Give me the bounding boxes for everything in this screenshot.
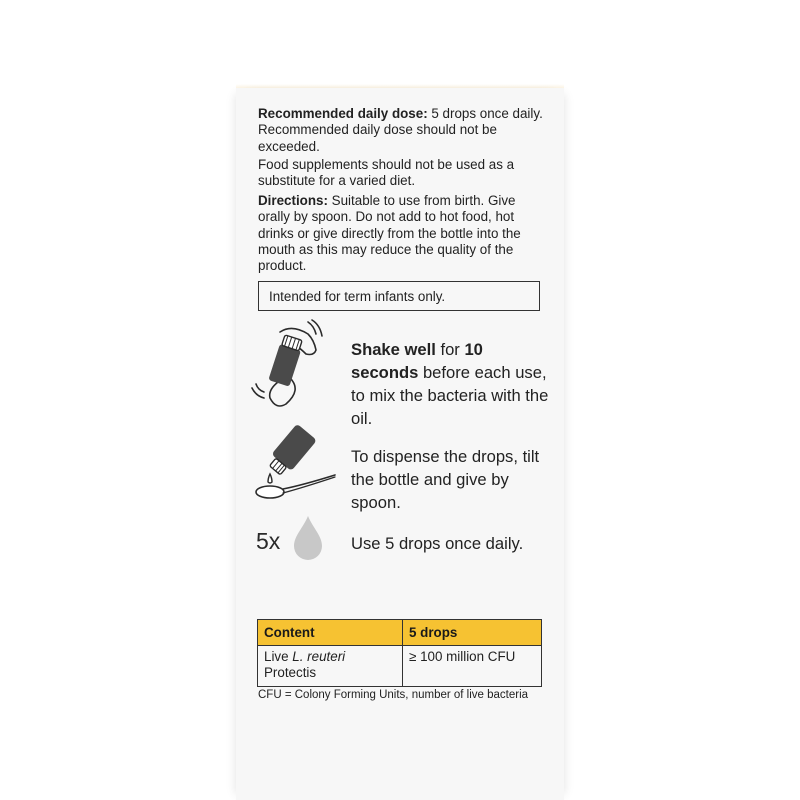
shake-bottle-icon [250, 318, 330, 410]
drop-icon [290, 514, 326, 562]
notice-text: Intended for term infants only. [269, 289, 446, 304]
dose-label: Recommended daily dose: [258, 106, 428, 121]
directions-text: Suitable to use from birth. Give orally by spoon. Do not add to hot food, hot drinks or give directly from the bottle into the mouth as this may reduce the quality of the product. [258, 193, 521, 274]
ingredient-suffix: Protectis [264, 665, 317, 680]
dose-paragraph [258, 106, 548, 155]
directions-paragraph [258, 193, 548, 274]
shake-bold-2: 10 seconds [351, 340, 483, 382]
shake-bold-1: Shake well [351, 340, 436, 359]
tilt-bottle-spoon-icon [248, 422, 338, 502]
drops-multiplier: 5x [256, 528, 281, 554]
shake-instruction [351, 338, 551, 430]
table-cell-amount: ≥ 100 million CFU [403, 646, 542, 687]
cfu-footnote: CFU = Colony Forming Units, number of live bacteria [258, 689, 529, 701]
content-table [257, 619, 542, 687]
table-header-content: Content [258, 620, 403, 646]
supplement-note: Food supplements should not be used as a substitute for a varied diet. [258, 157, 515, 189]
shake-text-2: before each use, to mix the bacteria with the oil. [351, 363, 549, 428]
dispense-instruction: To dispense the drops, tilt the bottle and give by spoon. [351, 447, 540, 512]
term-infants-notice [258, 281, 540, 311]
ingredient-species: L. reuteri [292, 649, 346, 664]
table-header-drops: 5 drops [403, 620, 542, 646]
use-instruction: Use 5 drops once daily. [351, 534, 524, 553]
table-cell-ingredient [258, 646, 403, 687]
table-header-row [258, 620, 542, 646]
dose-text: 5 drops once daily. Recommended daily dose should not be exceeded. [258, 106, 543, 154]
table-row [258, 646, 542, 687]
ingredient-prefix: Live [264, 649, 293, 664]
shake-text-1: for [435, 340, 465, 359]
directions-label: Directions: [258, 193, 328, 208]
